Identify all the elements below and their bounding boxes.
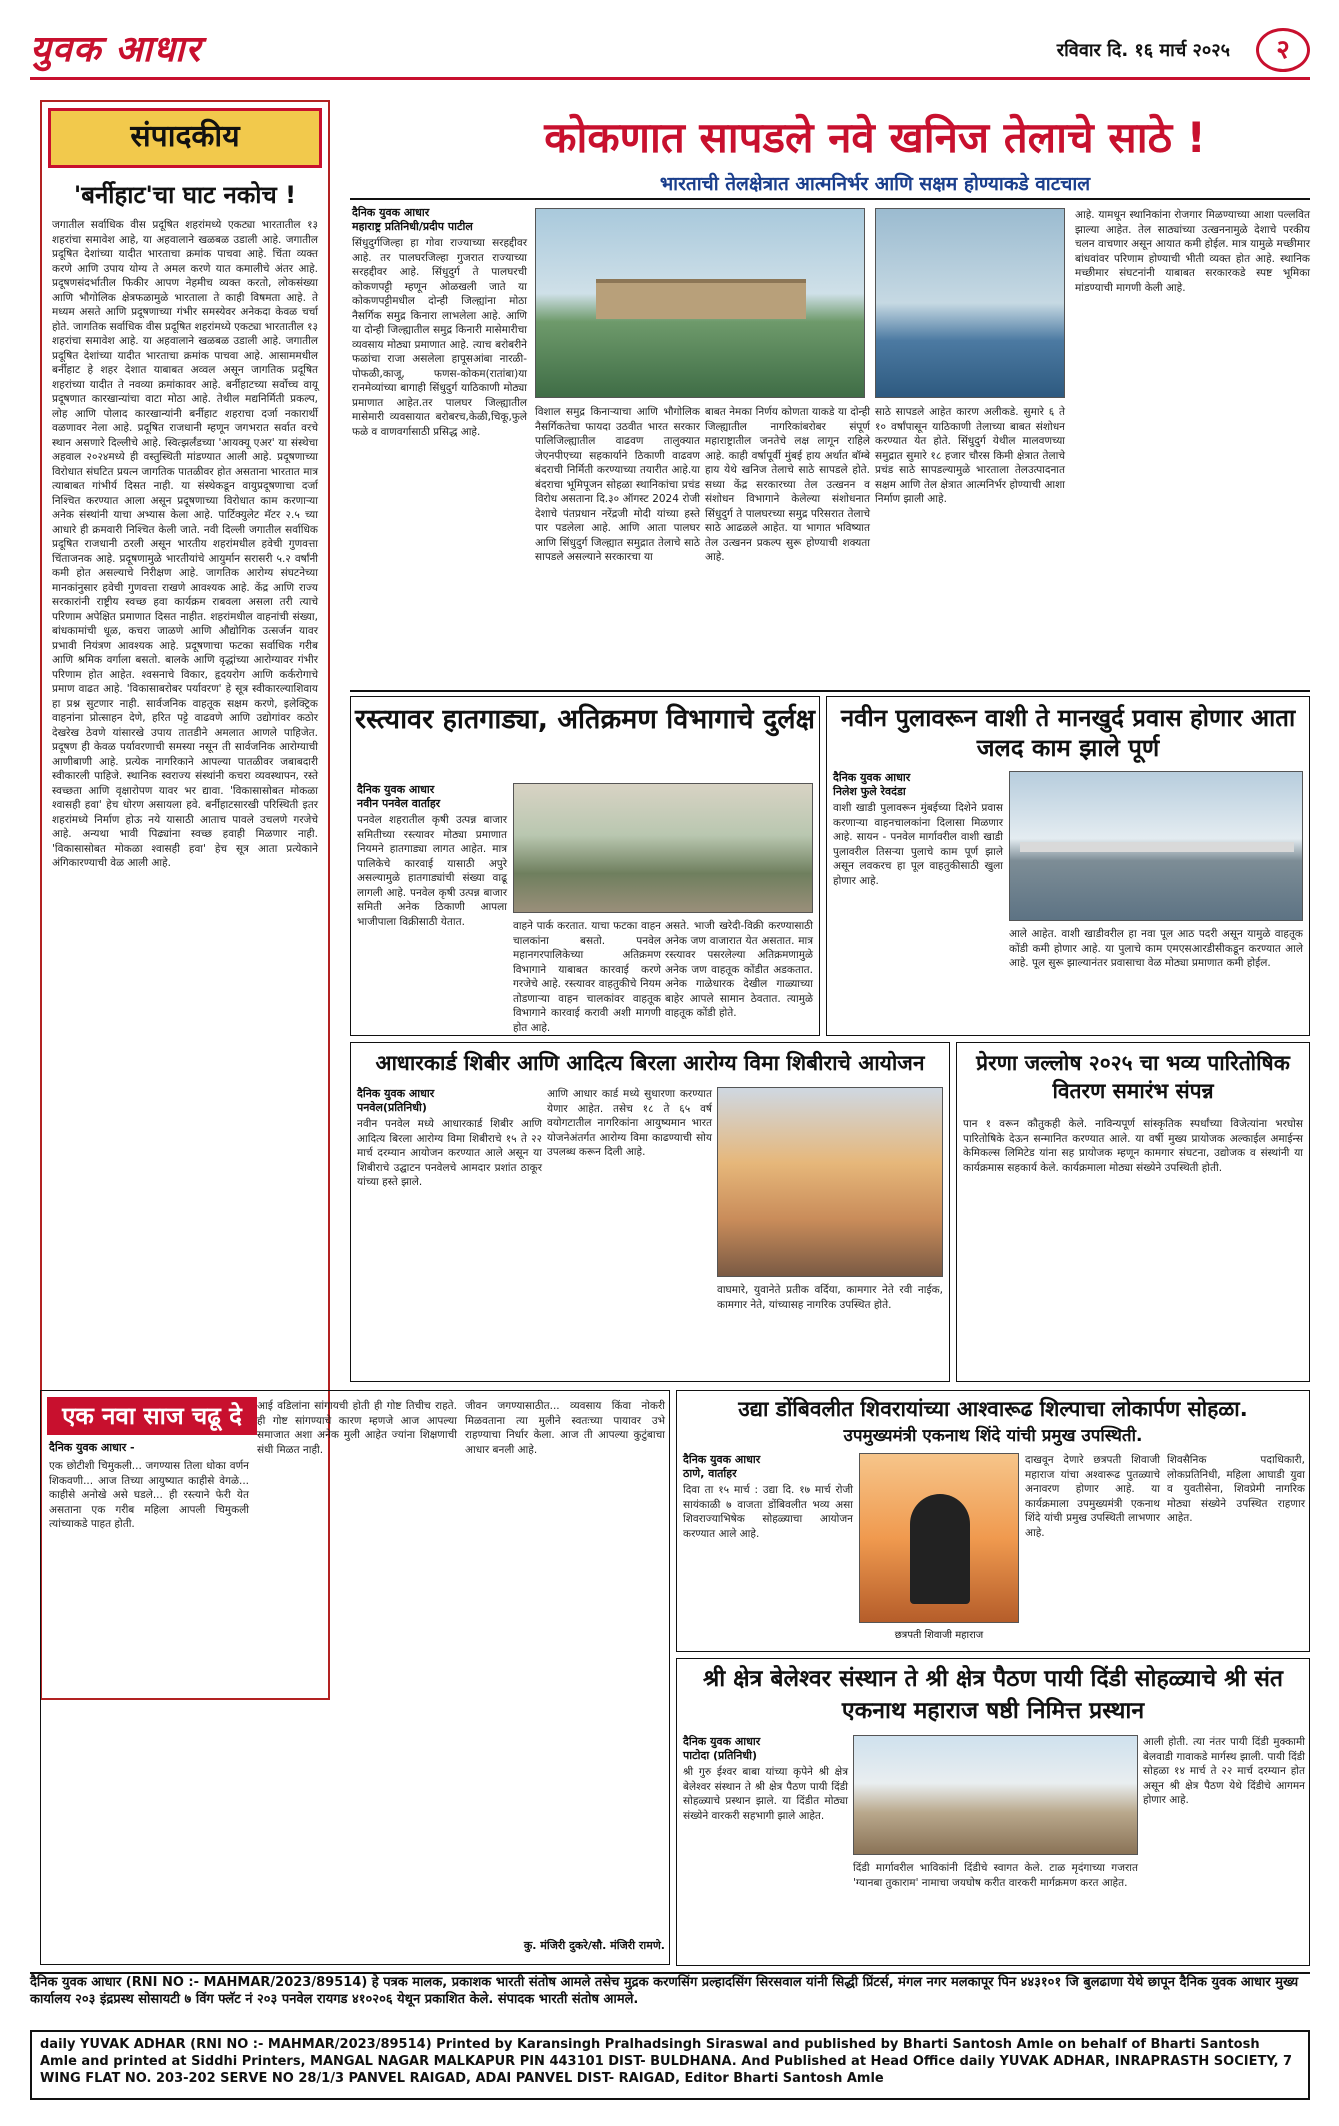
divider [350, 198, 1310, 200]
story-hawkers-headline: रस्त्यावर हातगाड्या, अतिक्रमण विभागाचे दुर्लक्ष [355, 704, 815, 735]
lead-column-2: विशाल समुद्र किनाऱ्याचा आणि भौगोलिक नैसर्गिकतेचा फायदा उठवीत भारत सरकार पालिजिल्ह्यातील वाढवण तालुक्यात जेएनपीएच्या सहकार्याने ठिकाणी वाढवण बंदराची निर्मिती करण्याच्या तयारीत आहे.या बंदराचा भूमिपूजन सोहळा स्थानिकांचा प्रचंड विरोध असताना दि.३० ऑगस्ट 2024 रोजी देशाचे पंतप्रधान नरेंद्रजी मोदी यांच्या हस्ते पार पडलेला आहे. आणि आता पालघर आणि सिंधुदुर्ग जिल्ह्यात समुद्रात तेलाचे साठे सापडले असल्याने सरकारचा या [535, 406, 704, 563]
editorial-section-label: संपादकीय [48, 108, 322, 168]
lead-subheadline: भारताची तेलक्षेत्रात आत्मनिर्भर आणि सक्षम होण्याकडे वाटचाल [659, 173, 1091, 195]
story-ek-nava-saaj-column-1: एक छोटीशी चिमुकली... जगण्यास तिला धोका वर्णन शिकवणी... आज तिच्या आयुष्यात काहीसे वेगळे... काहीसे अनोखे असे घडले... ही रस्त्याने फेरी येत असताना एक गरीब महिला आपली चिमुकली त्यांच्याकडे पाहत होती. [49, 1460, 253, 1530]
story-aadhaar-caption: वाघमारे, युवानेते प्रतीक वर्दिया, कामगार नेते रवी नाईक, कामगार नेते, यांच्यासह नागरिक उपस्थित होते. [717, 1284, 947, 1311]
story-bridge-column-1: वाशी खाडी पुलावरून मुंबईच्या दिशेने प्रवास करणाऱ्या वाहनचालकांना दिलासा मिळणार आहे. सायन - पनवेल मार्गावरील वाशी खाडी पुलावरील तिसऱ्या पुलाचे काम पूर्ण झाले असून लवकरच हा पूल वाहतुकीसाठी खुला होणार आहे. [833, 802, 1007, 887]
story-aadhaar-column-2: आणि आधार कार्ड मध्ये सुधारणा करण्यात येणार आहेत. तसेच १८ ते ६५ वर्ष वयोगटातील नागरिकांना आयुष्यमान भारत योजनेअंतर्गत आरोग्य विमा काढण्याची सोय उपलब्ध करून दिली आहे. [547, 1088, 716, 1158]
story-shivaji-headline: उद्या डोंबिवलीत शिवरायांच्या आश्वारूढ शिल्पाचा लोकार्पण सोहळा. [738, 1397, 1248, 1421]
sea-photo [875, 208, 1065, 398]
editorial-title: 'बर्नीहाट'चा घाट नकोच ! [73, 181, 297, 209]
imprint-english: daily YUVAK ADHAR (RNI NO :- MAHMAR/2023/89514) Printed by Karansingh Pralhadsingh Siraswal and published by Bharti Santosh Amle on behalf of Bharti Santosh Amle and printed at Siddhi Printers, MANGAL NAGAR MALKAPUR PIN 443101 DIST- BULDHANA. And Published at Head Office daily YUVAK ADHAR, INRAPRASTH SOCIETY, 7 WING FLAT NO. 203-202 SERVE NO 28/1/3 PANVEL RAIGAD, ADAI PANVEL DIST- RAIGAD, Editor Bharti Santosh Amle [30, 2030, 1310, 2100]
story-aadhaar [350, 1042, 950, 1382]
story-dindi-column-2: दिंडी मार्गावरील भाविकांनी दिंडीचे स्वागत केले. टाळ मृदंगाच्या गजरात 'ग्यानबा तुकाराम' नामाचा जयघोष करीत वारकरी मार्गक्रमण करत आहेत. [853, 1862, 1142, 1889]
story-hawkers-byline: दैनिक युवक आधार नवीन पनवेल वार्ताहर [357, 783, 441, 810]
story-shivaji-column-3: शिवसैनिक पदाधिकारी, लोकप्रतिनिधी, महिला आघाडी युवा व युवतीसेना, शिवप्रेमी नागरिक मोठ्या संख्येने उपस्थित राहणार आहेत. [1167, 1454, 1309, 1524]
statue-photo [859, 1453, 1019, 1623]
story-hawkers [350, 696, 820, 1036]
story-dindi-headline: श्री क्षेत्र बेलेश्वर संस्थान ते श्री क्षेत्र पैठण पायी दिंडी सोहळ्याचे श्री संत एकनाथ महाराज षष्ठी निमित्त प्रस्थान [702, 1666, 1284, 1724]
story-prerna-body: पान १ वरून कौतुकही केले. नाविन्यपूर्ण सांस्कृतिक स्पर्धांच्या विजेत्यांना भरघोस पारितोषिके देऊन सन्मानित करण्यात आले. या वर्षी मुख्य प्रायोजक अल्काईल अमाईन्स केमिकल्स लिमिटेड यांना सह प्रायोजक म्हणून कामगार संघटना, उद्योजक व संस्थांनी या कार्यक्रमास सहकार्य केले. कार्यक्रमाला मोठ्या संख्येने उपस्थिती होती. [963, 1118, 1307, 1174]
fort-photo [535, 208, 865, 398]
story-bridge [826, 696, 1310, 1036]
story-aadhaar-headline: आधारकार्ड शिबीर आणि आदित्य बिरला आरोग्य विमा शिबीराचे आयोजन [375, 1051, 925, 1075]
newspaper-logo: युवक आधार [30, 28, 330, 72]
story-prerna-headline: प्रेरणा जल्लोष २०२५ चा भव्य पारितोषिक वितरण समारंभ संपन्न [976, 1051, 1290, 1103]
statue-silhouette-shape [910, 1494, 970, 1604]
camp-group-photo [717, 1087, 943, 1277]
story-prerna [956, 1042, 1310, 1382]
statue-photo-caption: छत्रपती शिवाजी महाराज [894, 1630, 984, 1641]
story-ek-nava-saaj [40, 1390, 670, 1965]
story-dindi-column-3: आली होती. त्या नंतर पायी दिंडी मुक्कामी बेलवाडी गावाकडे मार्गस्थ झाली. पायी दिंडी सोहळा १४ मार्च ते २२ मार्च दरम्यान होत असून श्री क्षेत्र पैठण येथे दिंडीचे आगमन होणार आहे. [1143, 1736, 1309, 1806]
story-bridge-byline: दैनिक युवक आधार निलेश फुले रेवदंडा [833, 771, 911, 798]
story-dindi [676, 1658, 1310, 1966]
procession-photo [853, 1735, 1138, 1855]
dateline: रविवार दि. १६ मार्च २०२५ [1056, 40, 1230, 61]
bridge-photo [1009, 771, 1303, 921]
story-ek-nava-saaj-headline: एक नवा साज चढू दे [47, 1397, 257, 1435]
imprint-marathi: दैनिक युवक आधार (RNI NO :- MAHMAR/2023/89514) हे पत्रक मालक, प्रकाशक भारती संतोष आमले तसेच मुद्रक करणसिंग प्रल्हादसिंग सिरसवाल यांनी सिद्धी प्रिंटर्स, मंगल नगर मलकापूर पिन ४४३१०१ जि बुलढाणा येथे छापून दैनिक युवक आधार मुख्य कार्यालय २०३ इंद्रप्रस्थ सोसायटी ७ विंग फ्लॅट नं २०३ पनवेल रायगड ४१०२०६ येथून प्रकाशित केले. संपादक भारती संतोष आमले. [30, 1972, 1310, 2008]
fort-wall-shape [596, 279, 806, 319]
lead-column-3: बाबत नेमका निर्णय कोणता याकडे या दोन्ही जिल्ह्यातील नागरिकांबरोबर संपूर्ण महाराष्ट्रातील जनतेचे लक्ष लागून राहिले आहे. काही वर्षापूर्वी मुंबई हाय अर्थात बॉम्बे हाय येथे खनिज तेलाचे साठे सापडले होते. सध्या केंद्र सरकारच्या तेल उत्खनन व संशोधन विभागाने केलेल्या संशोधनात सिंधुदुर्ग ते पालघरच्या समुद्र परिसरात तेलाचे साठे आढळले आहेत. या भागात भविष्यात तेल उत्खनन प्रकल्प सुरू होण्याची शक्यता आहे. [705, 406, 874, 563]
lead-column-1: सिंधुदुर्गजिल्हा हा गोवा राज्याच्या सरहद्दीवर आहे. तर पालघरजिल्हा गुजरात राज्याच्या सरहद्दीवर आहे. सिंधुदुर्ग ते पालघरची कोकणपट्टी म्हणून ओळखली जाते या कोकणपट्टीमधील दोन्ही जिल्ह्यांना मोठा नैसर्गिक समुद्र किनारा लाभलेला आहे. आणि या दोन्ही जिल्ह्यातील समुद्र किनारी मासेमारीचा व्यवसाय मोठ्या प्रमाणात आहे. त्याच बरोबरीने फळांचा राजा असलेला हापूसआंबा नारळी-पोफळी,काजू, फणस-कोकम(रातांबा)या रानमेव्यांच्या बागाही सिंधुदुर्ग याठिकाणी मोठ्या प्रमाणात आहेत.तर पालघर जिल्ह्यातील मासेमारी व्यवसायात बरोबरच,केळी,चिकू,फुले फळे व वाणवर्गासाठी प्रसिद्ध आहे. [352, 237, 531, 438]
story-shivaji-column-2: दाखवून देणारे छत्रपती शिवाजी महाराज यांचा अश्वारूढ पुतळ्याचे अनावरण होणार आहे. या कार्यक्रमाला उपमुख्यमंत्री एकनाथ शिंदे यांची प्रमुख उपस्थिती लाभणार आहे. [1025, 1454, 1164, 1539]
story-ek-nava-saaj-column-3: जीवन जगण्यासाठीत... व्यवसाय किंवा नोकरी मिळवताना त्या मुलीने स्वतःच्या पायावर उभे राहण्याचा निर्धार केला. आज ती आपल्या कुटुंबाचा आधार बनली आहे. [465, 1400, 669, 1456]
page-number: २ [1256, 28, 1310, 72]
bridge-deck-shape [1020, 842, 1294, 852]
story-ek-nava-saaj-byline: दैनिक युवक आधार - [49, 1441, 135, 1454]
story-dindi-byline: दैनिक युवक आधार पाटोदा (प्रतिनिधी) [683, 1735, 761, 1762]
story-aadhaar-byline: दैनिक युवक आधार पनवेल(प्रतिनिधी) [357, 1087, 435, 1114]
lead-headline: कोकणात सापडले नवे खनिज तेलाचे साठे ! [544, 113, 1206, 162]
story-hawkers-column-1: पनवेल शहरातील कृषी उत्पन्न बाजार समितीच्या रस्त्यावर मोठ्या प्रमाणात नियमने हातगाड्या लागत आहेत. मात्र पालिकेचे कारवाई यासाठी अपुरे असल्यामुळे हातगाड्यांची संख्या वाढू लागली आहे. पनवेल कृषी उत्पन्न बाजार समिती अनेक ठिकाणी आपला भाजीपाला विक्रीसाठी येतात. [357, 814, 511, 928]
story-aadhaar-column-1: नवीन पनवेल मध्ये आधारकार्ड शिबीर आणि आदित्य बिरला आरोग्य विमा शिबीराचे १५ ते २२ मार्च दरम्यान आयोजन करण्यात आले असून या शिबीराचे उद्घाटन पनवेलचे आमदार प्रशांत ठाकूर यांच्या हस्ते झाले. [357, 1118, 546, 1188]
editorial-body: जगातील सर्वाधिक वीस प्रदूषित शहरांमध्ये एकट्या भारतातील १३ शहरांचा समावेश आहे, या अहवालाने खळबळ उडाली आहे. जगातील प्रदूषित देशांच्या यादीत भारताचा क्रमांक पाचवा आहे. चिंता व्यक्त करणे आणि उपाय योग्य ते अमल करणे यात कमालीचे अंतर आहे. प्रदूषणसंदर्भातील फिकीर आपण नेहमीच व्यक्त करतो, लोकसंख्या आणि भौगोलिक क्षेत्रफळामुळे भारताला ते काही विषमता आहे. ते मध्यम असते आणि प्रदूषणाच्या गंभीर समस्येवर अनेकदा केवळ चर्चा होते. जागतिक सर्वाधिक वीस प्रदूषित शहरांमध्ये एकट्या भारतातील १३ शहरांचा समावेश आहे. या अहवालाने खळबळ उडाली आहे. जगातील प्रदूषित देशांच्या यादीत भारताचा क्रमांक पाचवा आहे. आसाममधील बर्नीहाट हे शहर देशात याबाबत अव्वल असून जागतिक प्रदूषित शहरांच्या यादीत ते नवव्या क्रमांकावर आहे. बर्नीहाटच्या सर्वोच्च वायू प्रदूषणात कारखान्यांचा वाटा मोठा आहे. तेथील मद्यनिर्मिती प्रकल्प, लोह आणि पोलाद कारखान्यांनी बर्नीहाट शहराचा दर्जा नकारार्थी वळणावर नेला आहे. प्रदूषित राजधानी म्हणून जगभरात सर्वात वरचे स्थान असणारे दिल्लीचे आहे. स्वित्झर्लंडच्या 'आयक्यू एअर' या संस्थेचा अहवाल २०२४मध्ये ही वस्तुस्थिती मांडण्यात आली आहे. प्रदूषणाच्या विरोधात संघटित प्रयत्न जागतिक पातळीवर होत असताना भारतात मात्र त्याबाबत गांभीर्य दिसत नाही. या संस्थेकडून वायुप्रदूषणाचा दर्जा निश्चित करण्यात आला असून प्रदूषणाच्या विरोधात काम करणाऱ्या अनेक संस्थांनी याचा अभ्यास केला आहे. पार्टिक्युलेट मॅटर २.५ च्या आधारे ही क्रमवारी निश्चित केली जाते. नवी दिल्ली जगातील सर्वाधिक प्रदूषित राजधानी ठरली असून भारतीय शहरांमधील हवेची गुणवत्ता चिंताजनक आहे. प्रदूषणामुळे भारतीयांचे आयुर्मान सरासरी ५.२ वर्षांनी कमी होत असल्याचे निरीक्षण आहे. जागतिक आरोग्य संघटनेच्या मानकांनुसार हवेची गुणवत्ता राखणे आवश्यक आहे. केंद्र आणि राज्य सरकारांनी राष्ट्रीय स्वच्छ हवा कार्यक्रम राबवला असला तरी त्याचे परिणाम अपेक्षित प्रमाणात दिसत नाहीत. शहरांमधील वाहनांची संख्या, बांधकामांची धूळ, कचरा जाळणे आणि औद्योगिक उत्सर्जन यावर प्रभावी नियंत्रण आवश्यक आहे. प्रदूषणाचा फटका सर्वाधिक गरीब आणि श्रमिक वर्गाला बसतो. बालके आणि वृद्धांच्या आरोग्यावर गंभीर परिणाम होत आहेत. श्वसनाचे विकार, हृदयरोग आणि कर्करोगाचे प्रमाण वाढत आहे. 'विकासाबरोबर पर्यावरण' हे सूत्र स्वीकारल्याशिवाय हा प्रश्न सुटणार नाही. सार्वजनिक वाहतूक सक्षम करणे, इलेक्ट्रिक वाहनांना प्रोत्साहन देणे, हरित पट्टे वाढवणे आणि उद्योगांवर कठोर देखरेख ठेवणे यांसारखे उपाय तातडीने अमलात आणले पाहिजेत. प्रदूषण ही केवळ पर्यावरणाची समस्या नसून ती सार्वजनिक आरोग्याची आणीबाणी आहे. प्रत्येक नागरिकाने आपल्या पातळीवर जबाबदारी स्वीकारली पाहिजे. स्थानिक स्वराज्य संस्थांनी कचरा व्यवस्थापन, रस्ते स्वच्छता आणि वृक्षारोपण यावर भर द्यावा. 'विकासासोबत मोकळा श्वासही हवा' हेच धोरण असायला हवे. बर्नीहाटसारखी परिस्थिती इतर शहरांमध्ये निर्माण होऊ नये यासाठी आताच पावले उचलणे गरजेचे आहे. अन्यथा भावी पिढ्यांना स्वच्छ हवाही मिळणार नाही. 'विकासासोबत मोकळा श्वासही हवा' हेच सूत्र आता प्रत्येकाने अंगिकारण्याची वेळ आली आहे. [52, 219, 322, 869]
story-dindi-column-1: श्री गुरु ईश्वर बाबा यांच्या कृपेने श्री क्षेत्र बेलेश्वर संस्थान ते श्री क्षेत्र पैठण पायी दिंडी सोहळ्याचे प्रस्थान झाले. या दिंडीत मोठ्या संख्येने वारकरी सहभागी झाले आहेत. [683, 1766, 852, 1822]
lead-column-4: साठे सापडले आहेत कारण अलीकडे. सुमारे ६ ते १० वर्षांपासून याठिकाणी तेलाच्या बाबत संशोधन करण्यात येत होते. सिंधुदुर्ग येथील मालवणच्या समुद्रात सुमारे १८ हजार चौरस किमी क्षेत्रात तेलाचे प्रचंड साठे सापडल्यामुळे भारताला तेलउत्पादनात सक्षम आणि तेल क्षेत्रात आत्मनिर्भर होण्याची आशा निर्माण झाली आहे. [875, 406, 1069, 505]
story-hawkers-column-3: असते. भाजी खरेदी-विक्री करण्यासाठी अनेक जण वाजारात येत असतात. मात्र रस्त्यावर पसरलेल्या अतिक्रमणामुळे अनेक जण वाहतूक कोंडीत अडकतात. अनेक गाळेधारक देखील गाळ्याच्या बाहेर आपले सामान ठेवतात. त्यामुळे वाहतूक कोंडी होते. [665, 920, 817, 1019]
story-ek-nava-saaj-author: कु. मंजिरी दुकरे/सौ. मंजिरी रामणे. [523, 1939, 665, 1952]
masthead [30, 24, 1310, 80]
story-hawkers-column-2: वाहने पार्क करतात. याचा फटका वाहन चालकांना बसतो. पनवेल महानगरपालिकेच्या अतिक्रमण विभागाने याबाबत कारवाई करणे गरजेचे आहे. रस्त्यावर वाहतुकीचे नियम तोडणाऱ्या वाहन चालकांवर वाहतूक विभागाने कारवाई करावी अशी मागणी होत आहे. [513, 920, 665, 1034]
lead-column-5: आहे. यामधून स्थानिकांना रोजगार मिळण्याच्या आशा पल्लवित झाल्या आहेत. तेल साठ्यांच्या उत्खननामुळे देशाचे परकीय चलन वाचणार असून आयात कमी होईल. मात्र यामुळे मच्छीमार बांधवांवर परिणाम होण्याची भीती व्यक्त होत आहे. स्थानिक मच्छीमार संघटनांनी याबाबत सरकारकडे स्पष्ट भूमिका मांडण्याची मागणी केली आहे. [1075, 209, 1314, 294]
story-bridge-column-2: आले आहेत. वाशी खाडीवरील हा नवा पूल आठ पदरी असून यामुळे वाहतूक कोंडी कमी होणार आहे. या पुलाचे काम एमएसआरडीसीकडून करण्यात आले आहे. पूल सुरू झाल्यानंतर प्रवासाचा वेळ मोठ्या प्रमाणात कमी होईल. [1009, 928, 1307, 969]
market-street-photo [513, 783, 813, 913]
divider [350, 690, 1310, 692]
story-shivaji-subheadline: उपमुख्यमंत्री एकनाथ शिंदे यांची प्रमुख उपस्थिती. [843, 1426, 1143, 1446]
lead-byline: दैनिक युवक आधार महाराष्ट्र प्रतिनिधी/प्रदीप पाटील [352, 206, 473, 233]
story-ek-nava-saaj-column-2: आई वडिलांना सांगायची होती ही गोष्ट तिचीच राहते. ही गोष्ट सांगण्याचे कारण म्हणजे आज आपल्या समाजात अशा अनेक मुली आहेत ज्यांना शिक्षणाची संधी मिळत नाही. [257, 1400, 461, 1456]
story-bridge-headline: नवीन पुलावरून वाशी ते मानखुर्द प्रवास होणार आता जलद काम झाले पूर्ण [840, 704, 1296, 762]
story-shivaji-statue [676, 1390, 1310, 1652]
story-shivaji-column-1: दिवा ता १५ मार्च : उद्या दि. १७ मार्च रोजी सायंकाळी ७ वाजता डोंबिवलीत भव्य असा शिवराज्याभिषेक सोहळ्याचा आयोजन करण्यात आले आहे. [683, 1484, 857, 1540]
story-shivaji-byline: दैनिक युवक आधार ठाणे, वार्ताहर [683, 1453, 761, 1480]
